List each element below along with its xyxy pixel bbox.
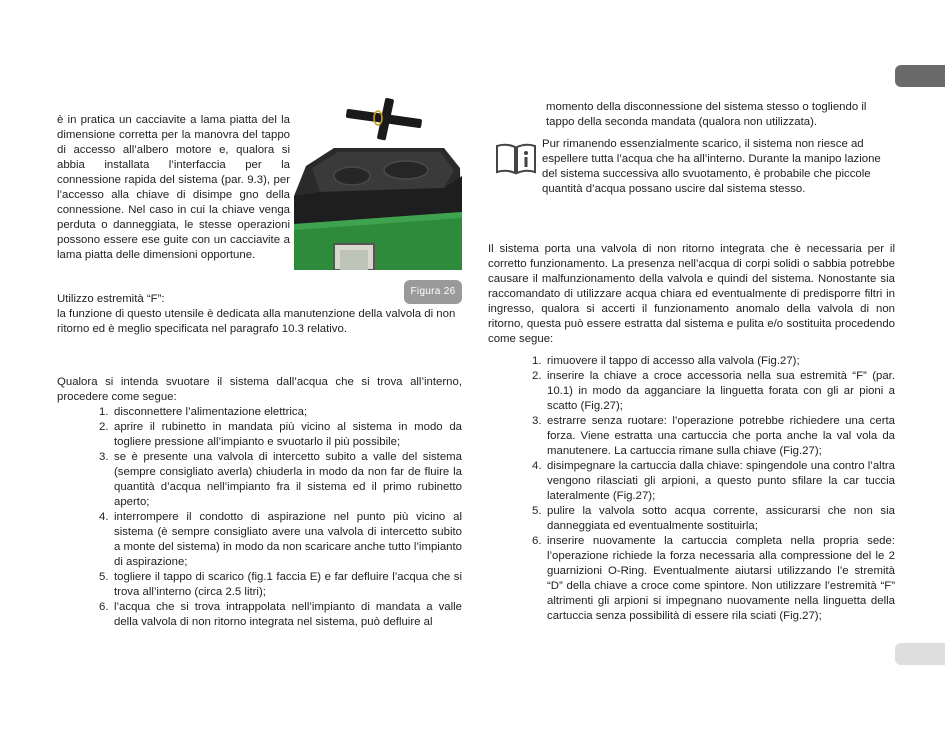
drain-intro-paragraph: Qualora si intenda svuotare il sistema dall’acqua che si trova all’interno, procedere come segue: [57, 376, 462, 403]
step-number: 1. [532, 355, 542, 367]
step-text: disimpegnare la cartuccia dalla chiave: spingendole una contro l’altra vengono rilasciati gli arpioni, a questo punto sfilare la car tuccia lateralmente (Fig.27); [547, 460, 895, 502]
step-text: inserire la chiave a croce accessoria nella sua estremità “F” (par. 10.1) in modo da agganciare la linguetta forata con gli ar pioni a scatto (Fig.27); [547, 370, 895, 412]
valve-steps-list [532, 354, 895, 624]
step-text: disconnettere l’alimentazione elettrica; [114, 406, 308, 418]
utilizzo-heading: Utilizzo estremità “F”: [57, 293, 165, 305]
step-text: inserire nuovamente la cartuccia completa nella propria sede: l’operazione richiede la forza necessaria alla compressione del le 2 guarnizioni O-Ring. Eventualmente aiutarsi utilizzando l’e stremità “D” della chiave a croce come spintore. Non utilizzare l’estremità “F” altrimenti gli arpioni si impegnano nuovamente nella linguetta della cartuccia senza possibilità di essere rila sciati (Fig.27); [547, 535, 895, 622]
step-number: 4. [532, 460, 542, 472]
continuation-paragraph: momento della disconnessione del sistema stesso o togliendo il tappo della seconda mandata (qualora non utilizzata). [546, 101, 867, 128]
pump-body [294, 148, 462, 270]
step-number: 3. [532, 415, 542, 427]
step-number: 2. [532, 370, 542, 382]
list-item [532, 504, 895, 534]
step-number: 4. [99, 511, 109, 523]
step-text: se è presente una valvola di intercetto subito a valle del sistema (sempre consigliato averla) chiuderla in modo da non far de fluire la quantità d’acqua nell’impianto fra il sistema ed il primo rubinetto aperto; [114, 451, 462, 508]
list-item [532, 414, 895, 459]
list-item [99, 450, 462, 510]
figure-26-pump-image [294, 96, 462, 270]
intro-paragraph: è in pratica un cacciavite a lama piatta del la dimensione corretta per la manovra del tappo di accesso all’albero motore e, qualora si abbia installata l’interfaccia per la connessione rapida del sistema (par. 9.3), per l’accesso alla chiave di disimpe gno della connessione. Nel caso in cui la chiave venga perduta o danneggiata, le stesse operazioni possono essere ese guite con un cacciavite a lama piatta delle dimensioni opportune. [57, 114, 290, 261]
list-item [532, 369, 895, 414]
page-number-tab [895, 643, 945, 665]
language-tab-marker [895, 65, 945, 87]
step-number: 2. [99, 421, 109, 433]
note-paragraph: Pur rimanendo essenzialmente scarico, il sistema non riesce ad espellere tutta l’acqua che ha all’interno. Durante la manipo lazione del sistema successiva allo svuotamento, è probabile che piccole quantità d’acqua possano uscire dal sistema stesso. [542, 138, 881, 195]
list-item [532, 459, 895, 504]
valve-intro-paragraph: Il sistema porta una valvola di non ritorno integrata che è necessaria per il corretto funzionamento. La presenza nell’acqua di corpi solidi o sabbia potrebbe causare il malfunzionamento della valvola e quindi del sistema. Nonostante sia raccomandato di utilizzare acqua chiara ed eventualmente di predisporre filtri in ingresso, qualora si accerti il funzionamento anomalo della valvola di non ritorno, questa può essere estratta dal sistema e pulita e/o sostituita procedendo come segue: [488, 243, 895, 345]
list-item [99, 405, 462, 420]
step-number: 5. [532, 505, 542, 517]
cross-key [346, 98, 423, 141]
step-text: aprire il rubinetto in mandata più vicino al sistema in modo da togliere pressione all’impianto e svuotarlo il più possibile; [114, 421, 462, 448]
pump-illustration [294, 96, 462, 270]
step-number: 3. [99, 451, 109, 463]
list-item [532, 354, 895, 369]
list-item [99, 510, 462, 570]
step-number: 6. [99, 601, 109, 613]
step-number: 6. [532, 535, 542, 547]
step-text: l’acqua che si trova intrappolata nell’impianto di mandata a valle della valvola di non ritorno integrata nel sistema, può defluire al [114, 601, 462, 628]
list-item [99, 570, 462, 600]
book-info-icon [495, 142, 537, 176]
step-text: togliere il tappo di scarico (fig.1 faccia E) e far defluire l’acqua che si trova all’interno (circa 2.5 litri); [114, 571, 462, 598]
figure-26-label: Figura 26 [404, 280, 462, 304]
list-item [99, 600, 462, 630]
step-number: 1. [99, 406, 109, 418]
step-text: estrarre senza ruotare: l’operazione potrebbe richiedere una certa forza. Viene estratta una cartuccia che porta anche la val vola da manutenere. La cartuccia rimane sulla chiave (Fig.27); [547, 415, 895, 457]
step-text: pulire la valvola sotto acqua corrente, assicurarsi che non sia danneggiata ed eventualmente sostituirla; [547, 505, 895, 532]
step-number: 5. [99, 571, 109, 583]
utilizzo-paragraph: la funzione di questo utensile è dedicata alla manutenzione della valvola di non ritorno ed è meglio specificata nel paragrafo 10.3 relativo. [57, 308, 456, 335]
list-item [532, 534, 895, 624]
drain-steps-list [99, 405, 462, 630]
step-text: interrompere il condotto di aspirazione nel punto più vicino al sistema (è sempre consigliato avere una valvola di intercetto subito a monte del sistema) in modo da non scaricare anche tutto l’impianto di aspirazione; [114, 511, 462, 568]
step-text: rimuovere il tappo di accesso alla valvola (Fig.27); [547, 355, 800, 367]
list-item [99, 420, 462, 450]
